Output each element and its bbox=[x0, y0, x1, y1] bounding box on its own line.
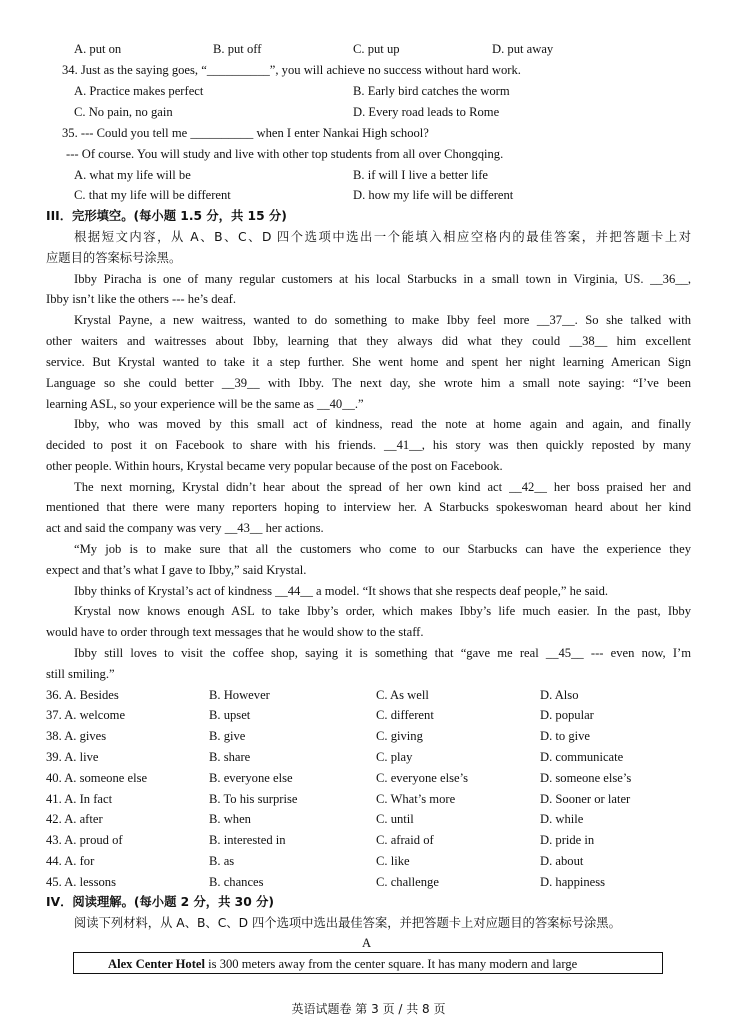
q34-option-c: C. No pain, no gain bbox=[74, 105, 173, 119]
q33-option-a: A. put on bbox=[74, 42, 122, 56]
option-36-d: D. Also bbox=[540, 688, 579, 702]
option-45-d: D. happiness bbox=[540, 875, 606, 889]
option-36-a: 36. A. Besides bbox=[46, 688, 119, 702]
option-37-b: B. upset bbox=[209, 708, 251, 722]
option-41-b: B. To his surprise bbox=[209, 792, 298, 806]
option-40-c: C. everyone else’s bbox=[376, 771, 468, 785]
option-45-a: 45. A. lessons bbox=[46, 875, 116, 889]
option-44-c: C. like bbox=[376, 854, 410, 868]
passage-line: would have to order through text messages that he would show to the staff. bbox=[46, 625, 424, 639]
q35-blank: __________ bbox=[190, 126, 254, 140]
option-45-b: B. chances bbox=[209, 875, 264, 889]
passage-line: expect and that’s what I gave to Ibby,” said Krystal. bbox=[46, 563, 307, 577]
q33-option-d: D. put away bbox=[492, 42, 554, 56]
option-38-b: B. give bbox=[209, 729, 246, 743]
option-39-c: C. play bbox=[376, 750, 413, 764]
section3-instruction-line2: 应题目的答案标号涂黑。 bbox=[46, 251, 182, 265]
passage-line: Krystal Payne, a new waitress, wanted to do something to make Ibby feel more __37__. So she talked with bbox=[74, 313, 691, 327]
q35-option-a: A. what my life will be bbox=[74, 168, 191, 182]
passage-line: The next morning, Krystal didn’t hear about the spread of her own kind act __42__ her boss praised her and bbox=[74, 480, 691, 494]
hotel-description: is 300 meters away from the center square. It has many modern and large bbox=[205, 957, 578, 971]
option-39-b: B. share bbox=[209, 750, 251, 764]
option-45-c: C. challenge bbox=[376, 875, 439, 889]
option-36-b: B. However bbox=[209, 688, 270, 702]
option-42-d: D. while bbox=[540, 812, 584, 826]
option-39-a: 39. A. live bbox=[46, 750, 99, 764]
passage-line: learning ASL, so your experience will be the same as __40__.” bbox=[46, 397, 364, 411]
q34-blank: __________ bbox=[206, 63, 270, 77]
q34-option-d: D. Every road leads to Rome bbox=[353, 105, 500, 119]
q35-stem-post: when I enter Nankai High school? bbox=[253, 126, 429, 140]
hotel-name: Alex Center Hotel bbox=[108, 957, 205, 971]
section3-heading: III．完形填空。(每小题 1.5 分，共 15 分) bbox=[46, 209, 287, 223]
option-43-b: B. interested in bbox=[209, 833, 286, 847]
option-38-a: 38. A. gives bbox=[46, 729, 107, 743]
option-43-d: D. pride in bbox=[540, 833, 595, 847]
passage-line: Ibby thinks of Krystal’s act of kindness __44__ a model. “It shows that she respects deaf people,” he said. bbox=[74, 584, 609, 598]
q35-option-d: D. how my life will be different bbox=[353, 188, 514, 202]
reading-box bbox=[73, 952, 663, 974]
option-38-d: D. to give bbox=[540, 729, 591, 743]
passage-line: still smiling.” bbox=[46, 667, 115, 681]
option-40-a: 40. A. someone else bbox=[46, 771, 148, 785]
q35-reply: --- Of course. You will study and live with other top students from all over Chongqing. bbox=[66, 147, 504, 161]
option-37-d: D. popular bbox=[540, 708, 594, 722]
q34-option-a: A. Practice makes perfect bbox=[74, 84, 204, 98]
option-44-a: 44. A. for bbox=[46, 854, 95, 868]
option-37-a: 37. A. welcome bbox=[46, 708, 126, 722]
option-42-a: 42. A. after bbox=[46, 812, 103, 826]
page-footer: 英语试题卷 第 3 页 / 共 8 页 bbox=[291, 1002, 446, 1016]
q34-stem-pre: 34. Just as the saying goes, “ bbox=[62, 63, 207, 77]
passage-line: “My job is to make sure that all the customers who come to our Starbucks can have the experience they bbox=[74, 542, 691, 556]
option-37-c: C. different bbox=[376, 708, 434, 722]
option-36-c: C. As well bbox=[376, 688, 429, 702]
q35-stem bbox=[62, 124, 429, 142]
passage-line: Ibby isn’t like the others --- he’s deaf. bbox=[46, 292, 237, 306]
passage-line: other people. Within hours, Krystal became very popular because of the post on Facebook. bbox=[46, 459, 503, 473]
section3-instruction-line1: 根据短文内容，从 A、B、C、D 四个选项中选出一个能填入相应空格内的最佳答案，并把答题卡上对 bbox=[74, 230, 691, 244]
q34-option-b: B. Early bird catches the worm bbox=[353, 84, 510, 98]
passage-line: Ibby still loves to visit the coffee shop, saying it is something that “gave me real __45__ --- even now, I’m bbox=[74, 646, 691, 660]
q33-option-c: C. put up bbox=[353, 42, 400, 56]
passage-line: other waiters and waitresses about Ibby, learning that they always did what they could __38__ him excellent bbox=[46, 334, 691, 348]
q34-stem bbox=[62, 61, 521, 79]
q34-stem-post: ”, you will achieve no success without hard work. bbox=[269, 63, 521, 77]
section4-heading: IV．阅读理解。(每小题 2 分，共 30 分) bbox=[46, 895, 274, 909]
option-41-d: D. Sooner or later bbox=[540, 792, 631, 806]
passage-line: decided to post it on Facebook to share with his friends. __41__, his story was then quickly reposted by many bbox=[46, 438, 691, 452]
passage-line: service. But Krystal wanted to take it a step further. She went home and spent her night learning American Sign bbox=[46, 355, 691, 369]
q35-stem-pre: 35. --- Could you tell me bbox=[62, 126, 191, 140]
option-43-a: 43. A. proud of bbox=[46, 833, 123, 847]
option-39-d: D. communicate bbox=[540, 750, 624, 764]
option-44-d: D. about bbox=[540, 854, 584, 868]
passage-line: act and said the company was very __43__ her actions. bbox=[46, 521, 324, 535]
option-38-c: C. giving bbox=[376, 729, 423, 743]
passage-line: Krystal now knows enough ASL to take Ibby’s order, which makes Ibby’s life much easier. In the past, Ibby bbox=[74, 604, 691, 618]
q35-option-c: C. that my life will be different bbox=[74, 188, 231, 202]
q33-option-b: B. put off bbox=[213, 42, 262, 56]
reading-box-text bbox=[108, 955, 577, 973]
option-42-b: B. when bbox=[209, 812, 251, 826]
passage-line: Ibby, who was moved by this small act of kindness, read the note at home again and again, and finally bbox=[74, 417, 691, 431]
option-43-c: C. afraid of bbox=[376, 833, 434, 847]
option-41-a: 41. A. In fact bbox=[46, 792, 113, 806]
option-41-c: C. What’s more bbox=[376, 792, 456, 806]
passage-line: mentioned that there were many reporters hoping to interview her. A Starbucks spokeswoman heard about her kind bbox=[46, 500, 691, 514]
section4-instruction: 阅读下列材料，从 A、B、C、D 四个选项中选出最佳答案，并把答题卡上对应题目的答案标号涂黑。 bbox=[74, 916, 621, 930]
passage-line: Language so she could better __39__ with Ibby. The next day, she wrote him a small note saying: “I’ve been bbox=[46, 376, 691, 390]
q35-option-b: B. if will I live a better life bbox=[353, 168, 488, 182]
option-40-b: B. everyone else bbox=[209, 771, 293, 785]
option-42-c: C. until bbox=[376, 812, 414, 826]
passage-line: Ibby Piracha is one of many regular customers at his local Starbucks in a small town in Virginia, US. __36__, bbox=[74, 272, 691, 286]
part-label: A bbox=[362, 936, 372, 950]
option-44-b: B. as bbox=[209, 854, 235, 868]
option-40-d: D. someone else’s bbox=[540, 771, 632, 785]
